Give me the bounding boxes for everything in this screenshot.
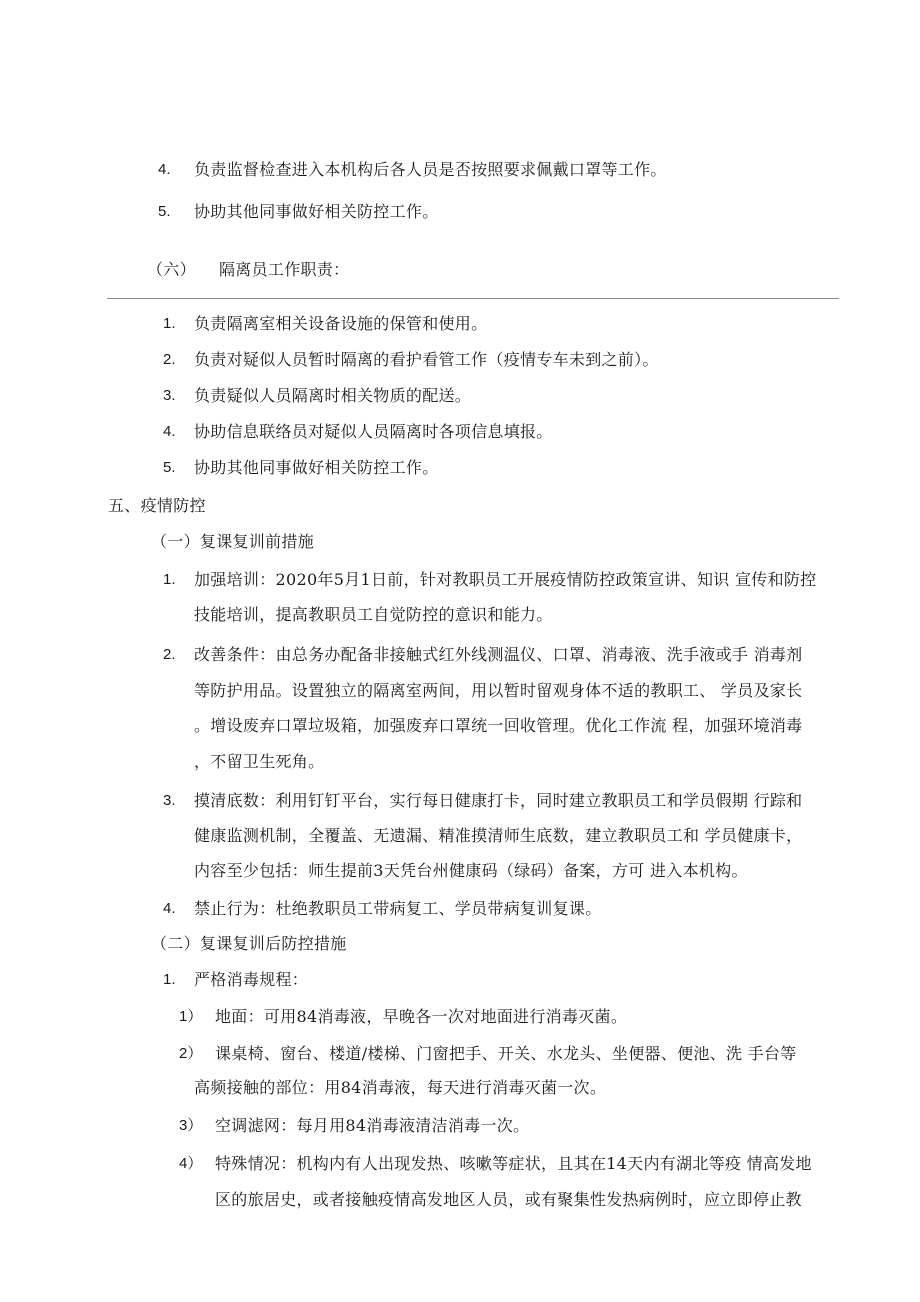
subsection-heading: （二）复课复训后防控措施: [151, 934, 347, 953]
list-number: 4.: [163, 423, 176, 440]
list-number: 5.: [163, 459, 176, 476]
list-number: 5.: [158, 203, 171, 220]
list-item-text: 禁止行为：杜绝教职员工带病复工、学员带病复训复课。: [194, 899, 602, 918]
list-item-text: 严格消毒规程：: [194, 970, 309, 989]
list-item-text: 改善条件：由总务办配备非接触式红外线测温仪、口罩、消毒液、洗手液或手 消毒剂: [194, 645, 803, 664]
list-item-text: 负责监督检查进入本机构后各人员是否按照要求佩戴口罩等工作。: [194, 160, 667, 179]
list-item-text: 。增设废弃口罩垃圾箱，加强废弃口罩统一回收管理。优化工作流 程，加强环境消毒: [194, 716, 803, 735]
list-number: 1.: [163, 571, 176, 588]
list-number: 1.: [163, 971, 176, 988]
sublist-item-text: 高频接触的部位：用84消毒液，每天进行消毒灭菌一次。: [194, 1078, 607, 1097]
list-number: 3.: [163, 792, 176, 809]
list-item-text: 负责对疑似人员暂时隔离的看护看管工作（疫情专车未到之前）。: [194, 350, 659, 369]
list-number: 4.: [163, 900, 176, 917]
section-number: （六）: [147, 260, 196, 279]
sublist-number: 4）: [179, 1155, 203, 1172]
list-item-text: 负责隔离室相关设备设施的保管和使用。: [194, 314, 488, 333]
sublist-item-text: 区的旅居史，或者接触疫情高发地区人员，或有聚集性发热病例时，应立即停止教: [215, 1190, 802, 1209]
list-item-text: 健康监测机制，全覆盖、无遗漏、精准摸清师生底数，建立教职员工和 学员健康卡，: [194, 826, 803, 845]
list-item-text: 加强培训：2020年5月1日前，针对教职员工开展疫情防控政策宣讲、知识 宣传和防控: [194, 570, 817, 589]
list-number: 1.: [163, 315, 176, 332]
list-item-text: 负责疑似人员隔离时相关物质的配送。: [194, 386, 472, 405]
list-item-text: 摸清底数：利用钉钉平台，实行每日健康打卡，同时建立教职员工和学员假期 行踪和: [194, 791, 803, 810]
subsection-heading: （一）复课复训前措施: [151, 532, 315, 551]
list-item-text: 协助信息联络员对疑似人员隔离时各项信息填报。: [194, 422, 553, 441]
list-item-text: 等防护用品。设置独立的隔离室两间，用以暂时留观身体不适的教职工、 学员及家长: [194, 681, 803, 700]
list-item-text: 协助其他同事做好相关防控工作。: [194, 202, 439, 221]
list-item-text: ，不留卫生死角。: [194, 752, 325, 771]
sublist-item-text: 地面：可用84消毒液，早晚各一次对地面进行消毒灭菌。: [215, 1007, 628, 1026]
list-number: 2.: [163, 646, 176, 663]
list-item-text: 技能培训，提高教职员工自觉防控的意识和能力。: [194, 605, 553, 624]
list-item-text: 协助其他同事做好相关防控工作。: [194, 458, 439, 477]
section-title: 隔离员工作职责：: [219, 260, 350, 279]
sublist-number: 1）: [179, 1008, 203, 1025]
list-number: 3.: [163, 387, 176, 404]
sublist-item-text: 特殊情况：机构内有人出现发热、咳嗽等症状，且其在14天内有湖北等疫 情高发地: [215, 1154, 812, 1173]
sublist-number: 2）: [179, 1045, 203, 1062]
list-item-text: 内容至少包括：师生提前3天凭台州健康码（绿码）备案，方可 进入本机构。: [194, 861, 748, 880]
chapter-heading: 五、疫情防控: [108, 496, 206, 515]
list-number: 4.: [158, 161, 171, 178]
horizontal-divider: [107, 298, 839, 299]
sublist-item-text: 空调滤网：每月用84消毒液清洁消毒一次。: [215, 1116, 530, 1135]
sublist-item-text: 课桌椅、窗台、楼道/楼梯、门窗把手、开关、水龙头、坐便器、便池、洗 手台等: [215, 1044, 797, 1063]
list-number: 2.: [163, 351, 176, 368]
sublist-number: 3）: [179, 1117, 203, 1134]
